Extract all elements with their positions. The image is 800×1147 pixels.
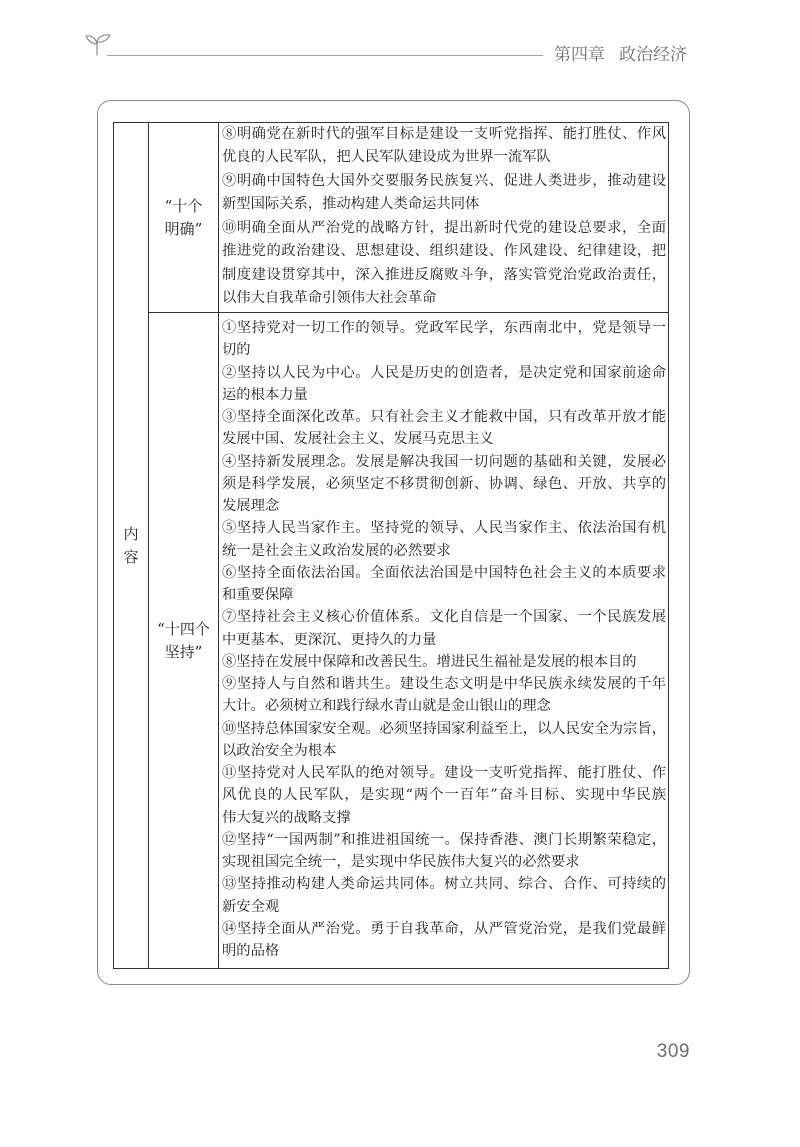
text-line: ⑦坚持社会主义核心价值体系。文化自信是一个国家、一个民族发展 (222, 609, 666, 626)
chapter-number: 第四章 (554, 45, 605, 65)
text-line: 大计。必须树立和践行绿水青山就是金山银山的理念 (222, 698, 551, 715)
text-line: 以政治安全为根本 (222, 742, 337, 759)
sprout-icon (84, 29, 114, 56)
text-line: ⑥坚持全面依法治国。全面依法治国是中国特色社会主义的本质要求 (222, 564, 666, 581)
text-line: ⑨坚持人与自然和谐共生。建设生态文明是中华民族永续发展的千年 (222, 676, 666, 692)
text-line: ⑤坚持人民当家作主。坚持党的领导、人民当家作主、依法治国有机 (222, 520, 666, 537)
text-line: 运的根本力量 (222, 386, 308, 403)
list-item (222, 562, 666, 607)
text-line: 发展中国、发展社会主义、发展马克思主义 (222, 431, 494, 448)
text-line: 以伟大自我革命引领伟大社会革命 (222, 289, 437, 306)
text-line: ⑩明确全面从严治党的战略方针，提出新时代党的建设总要求，全面 (222, 219, 666, 236)
text-line: 统一是社会主义政治发展的必然要求 (222, 542, 451, 559)
row-body (219, 123, 668, 312)
text-line: ①坚持党对一切工作的领导。党政军民学，东西南北中，党是领导一 (222, 320, 666, 336)
list-item (222, 517, 666, 562)
list-item (222, 873, 666, 918)
text-line: 伟大复兴的战略支撑 (222, 809, 351, 826)
row-heading (149, 313, 219, 968)
text-line: 实现祖国完全统一，是实现中华民族伟大复兴的必然要求 (222, 854, 580, 870)
text-line: ⑧明确党在新时代的强军目标是建设一支听党指挥、能打胜仗、作风 (222, 126, 666, 142)
list-item (222, 606, 666, 651)
row-ten-clarifications (149, 123, 668, 313)
list-item (222, 362, 666, 407)
list-item (222, 762, 666, 829)
content-table (113, 122, 669, 969)
text-line: ③坚持全面深化改革。只有社会主义才能救中国，只有改革开放才能 (222, 409, 666, 425)
header-rule (107, 55, 543, 56)
row-body (219, 313, 668, 968)
text-line: ⑬坚持推动构建人类命运共同体。树立共同、综合、合作、可持续的 (222, 876, 666, 893)
list-item (222, 317, 666, 362)
text-line: ⑨明确中国特色大国外交要服务民族复兴、促进人类进步，推动建设 (222, 172, 666, 189)
text-line: 制度建设贯穿其中，深入推进反腐败斗争，落实管党治党政治责任， (222, 266, 666, 283)
text-line: ⑫坚持“一国两制”和推进祖国统一。保持香港、澳门长期繁荣稳定， (222, 831, 666, 848)
row-heading-line: “十四个 (157, 619, 210, 638)
list-item (222, 451, 666, 518)
row-heading-line: 明确” (164, 219, 203, 238)
text-line: 须是科学发展，必须坚定不移贯彻创新、协调、绿色、开放、共享的 (222, 475, 666, 492)
list-item (222, 718, 666, 763)
text-line: 新安全观 (222, 898, 280, 915)
text-line: 明的品格 (222, 943, 280, 959)
row-heading-line: 坚持” (164, 642, 203, 661)
row-fourteen-commitments (149, 313, 668, 968)
text-line: ②坚持以人民为中心。人民是历史的创造者，是决定党和国家前途命 (222, 364, 666, 381)
text-line: 新型国际关系，推动构建人类命运共同体 (222, 196, 480, 213)
text-line: 和重要保障 (222, 587, 294, 603)
row-heading-line: “十个 (164, 196, 203, 215)
text-line: ⑩坚持总体国家安全观。必须坚持国家利益至上，以人民安全为宗旨， (222, 720, 666, 737)
list-item (222, 217, 666, 311)
column-label-cell (114, 123, 149, 968)
chapter-title: 政治经济 (619, 45, 687, 65)
text-line: 发展理念 (222, 498, 280, 514)
list-item (222, 673, 666, 718)
running-head (554, 45, 687, 65)
list-item (222, 829, 666, 874)
row-heading (149, 123, 219, 312)
text-line: ⑪坚持党对人民军队的绝对领导。建设一支听党指挥、能打胜仗、作 (222, 765, 666, 781)
text-line: 切的 (222, 342, 251, 359)
column-label: 内容 (123, 524, 139, 566)
text-line: 中更基本、更深沉、更持久的力量 (222, 631, 437, 648)
list-item (222, 170, 666, 217)
text-line: ⑧坚持在发展中保障和改善民生。增进民生福祉是发展的根本目的 (222, 653, 637, 670)
text-line: 风优良的人民军队，是实现“两个一百年”奋斗目标、实现中华民族 (222, 787, 666, 804)
page-number: 309 (656, 1041, 690, 1062)
list-item (222, 123, 666, 170)
text-line: ⑭坚持全面从严治党。勇于自我革命，从严管党治党，是我们党最鲜 (222, 920, 666, 937)
text-line: ④坚持新发展理念。发展是解决我国一切问题的基础和关键，发展必 (222, 453, 666, 470)
text-line: 推进党的政治建设、思想建设、组织建设、作风建设、纪律建设，把 (222, 243, 666, 260)
text-line: 优良的人民军队，把人民军队建设成为世界一流军队 (222, 149, 551, 166)
list-item (222, 918, 666, 963)
list-item (222, 406, 666, 451)
list-item (222, 651, 666, 673)
